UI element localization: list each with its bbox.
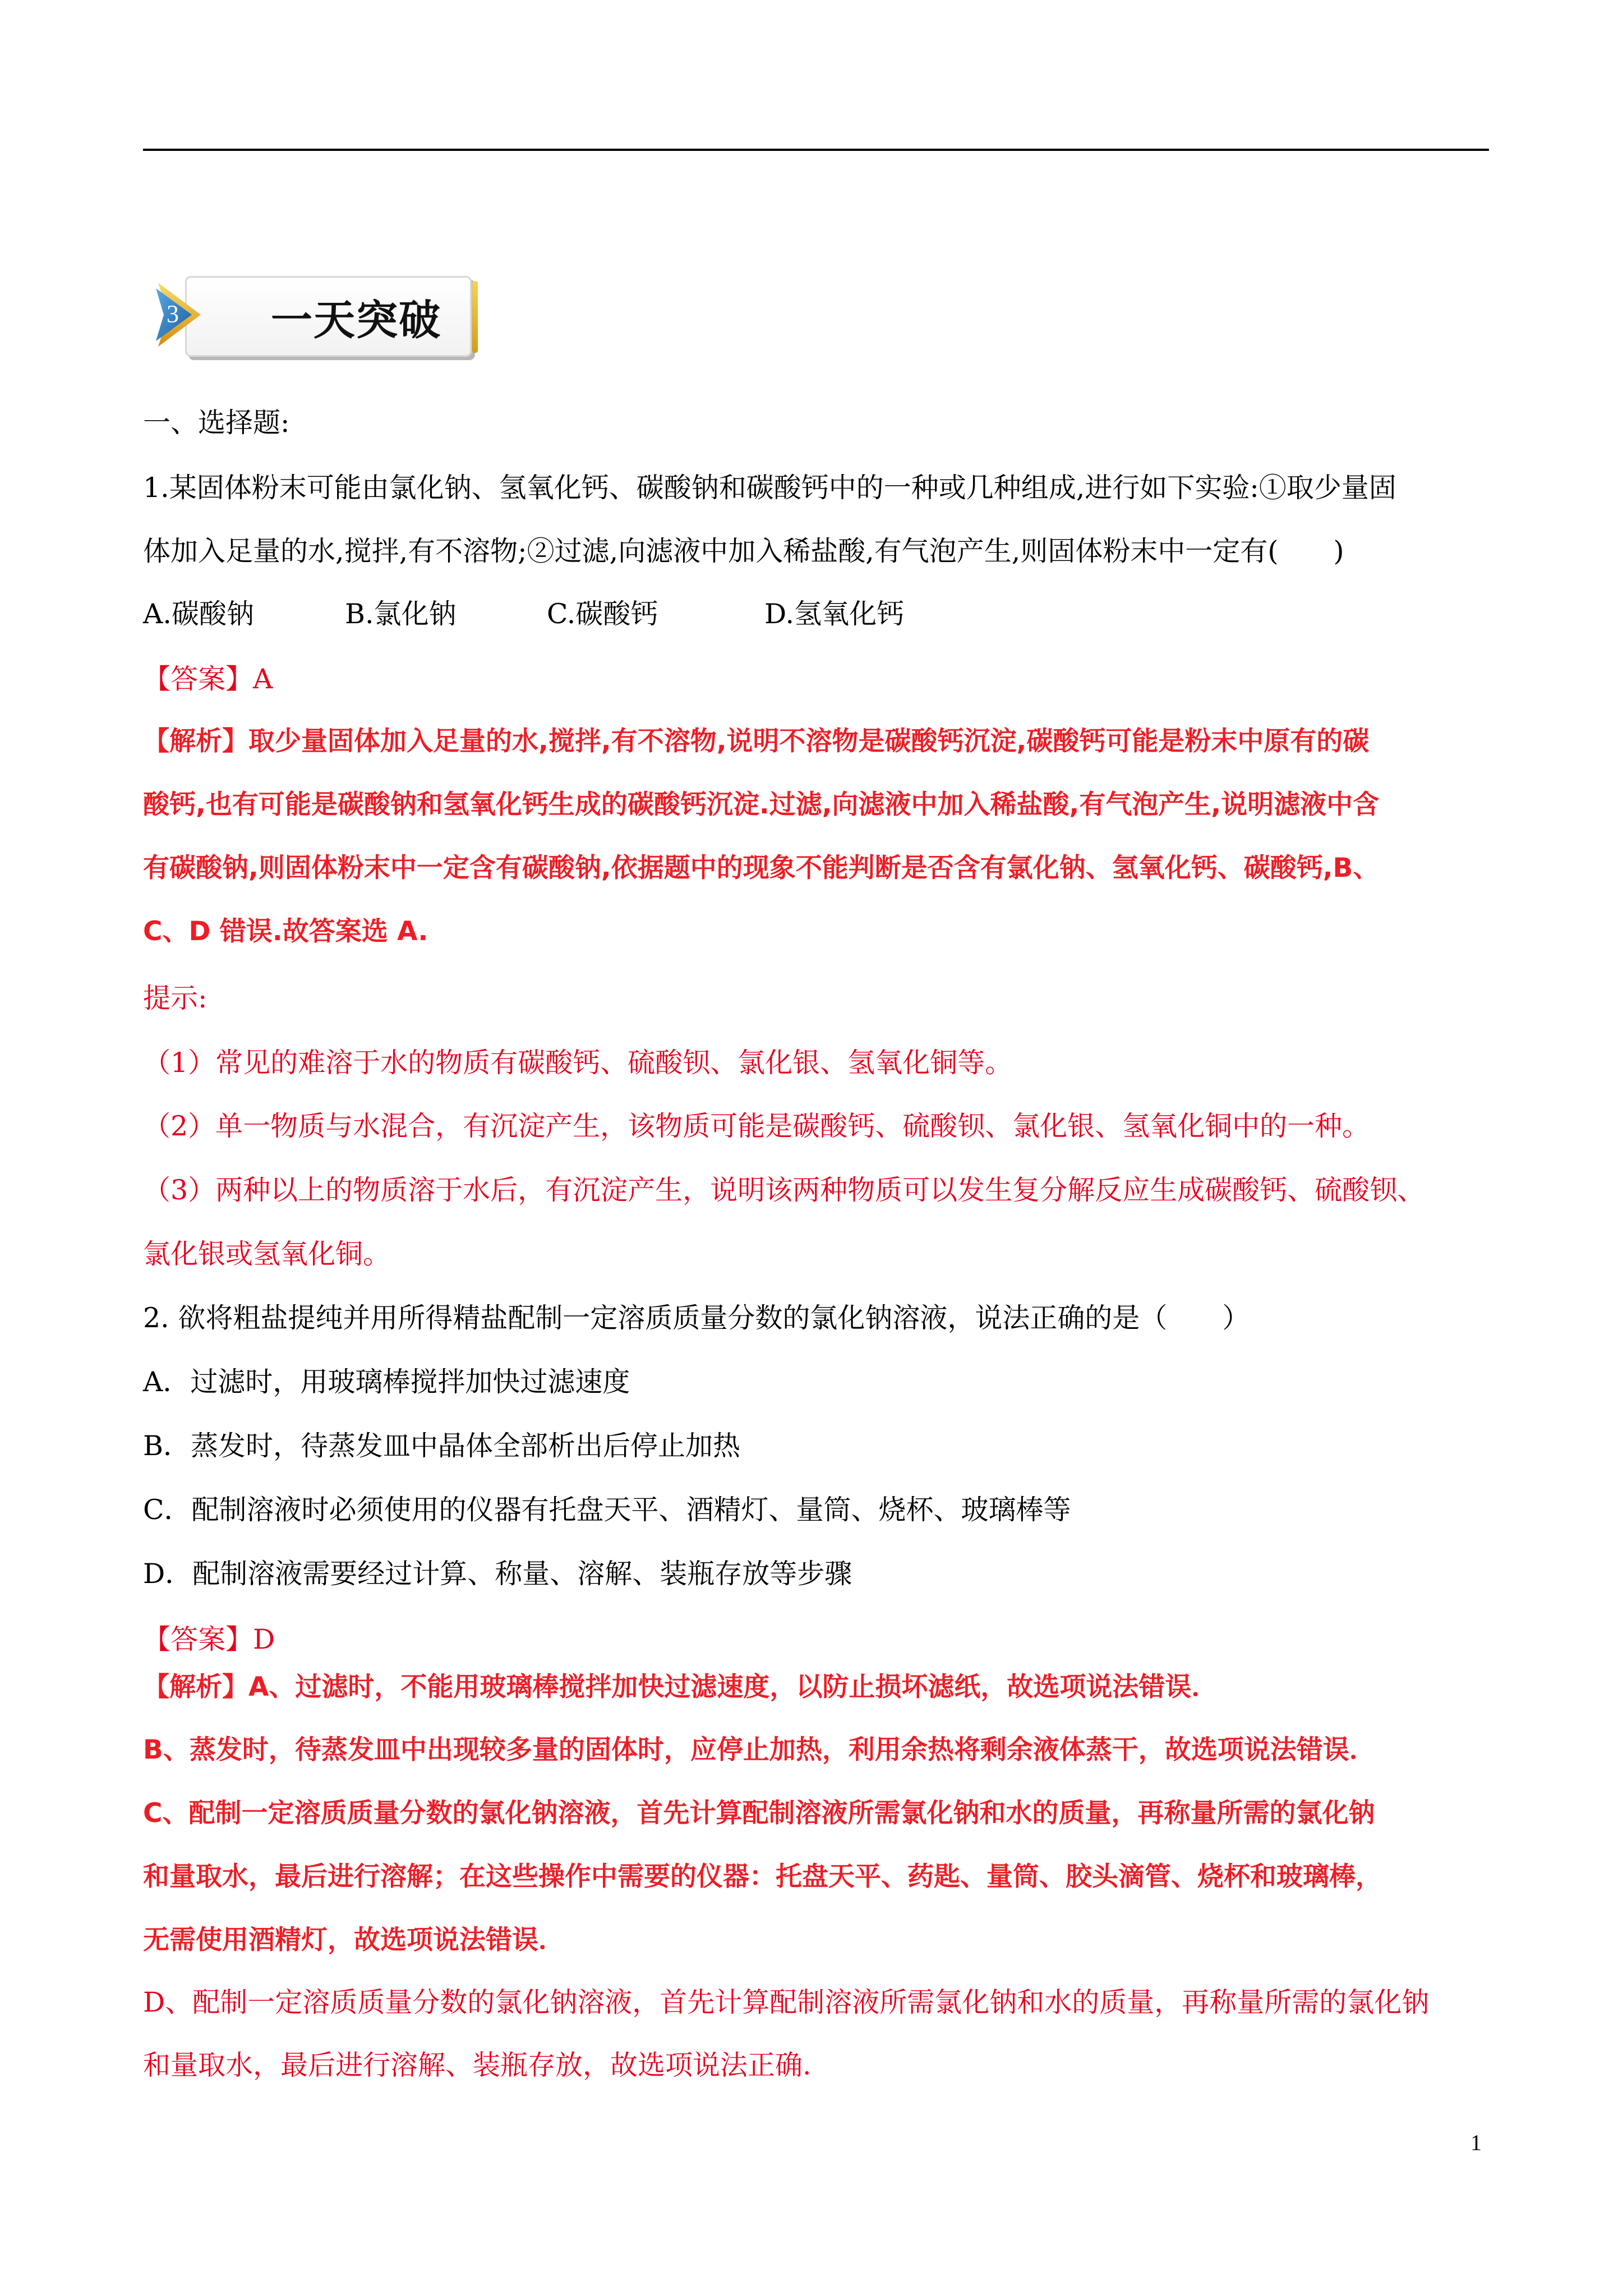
q2-analysis-line-1: 【解析】A、过滤时，不能用玻璃棒搅拌加快过滤速度，以防止损坏滤纸，故选项说法错误． bbox=[143, 1672, 1218, 1703]
q1-analysis-line-3: 有碳酸钠,则固体粉末中一定含有碳酸钠,依据题中的现象不能判断是否含有氯化钠、氢氧化钙、碳酸钙,B、 bbox=[143, 853, 1380, 884]
q2-analysis-line-5: 无需使用酒精灯，故选项说法错误． bbox=[143, 1925, 565, 1955]
q2-option-c: C．配制溶液时必须使用的仪器有托盘天平、酒精灯、量筒、烧杯、玻璃棒等 bbox=[143, 1494, 1071, 1526]
q2-answer: 【答案】D bbox=[143, 1623, 275, 1655]
q1-hint-title: 提示: bbox=[143, 982, 208, 1014]
q1-hint-3: （3）两种以上的物质溶于水后，有沉淀产生，说明该两种物质可以发生复分解反应生成碳酸钙、硫酸钡、 bbox=[143, 1174, 1425, 1206]
q2-analysis-line-6: D、配制一定溶质质量分数的氯化钠溶液，首先计算配制溶液所需氯化钠和水的质量，再称量所需的氯化钠 bbox=[143, 1986, 1430, 2018]
q1-analysis-line-1: 【解析】取少量固体加入足量的水,搅拌,有不溶物,说明不溶物是碳酸钙沉淀,碳酸钙可能是粉末中原有的碳 bbox=[143, 726, 1370, 757]
section-number: 3 bbox=[167, 300, 179, 328]
q1-analysis-line-4: C、D 错误.故答案选 A. bbox=[143, 916, 428, 947]
q2-analysis-line-7: 和量取水，最后进行溶解、装瓶存放，故选项说法正确. bbox=[143, 2049, 811, 2081]
q1-analysis-line-2: 酸钙,也有可能是碳酸钠和氢氧化钙生成的碳酸钙沉淀.过滤,向滤液中加入稀盐酸,有气泡产生,说明滤液中含 bbox=[143, 789, 1380, 820]
page-number: 1 bbox=[1470, 2130, 1482, 2155]
q2-analysis-line-2: B、蒸发时，待蒸发皿中出现较多量的固体时，应停止加热，利用余热将剩余液体蒸干，故选项说法错误． bbox=[143, 1734, 1376, 1765]
q2-stem: 2. 欲将粗盐提纯并用所得精盐配制一定溶质质量分数的氯化钠溶液，说法正确的是（ ） bbox=[143, 1302, 1250, 1334]
q2-option-d: D．配制溶液需要经过计算、称量、溶解、装瓶存放等步骤 bbox=[143, 1558, 852, 1590]
q1-option-a: A.碳酸钠 bbox=[143, 598, 254, 630]
q1-hint-2: （2）单一物质与水混合，有沉淀产生，该物质可能是碳酸钙、硫酸钡、氯化银、氢氧化铜中的一种。 bbox=[143, 1110, 1370, 1142]
q2-option-a: A．过滤时，用玻璃棒搅拌加快过滤速度 bbox=[143, 1366, 630, 1398]
q1-stem-line-2: 体加入足量的水,搅拌,有不溶物;②过滤,向滤液中加入稀盐酸,有气泡产生,则固体粉末中一定有( ) bbox=[143, 535, 1344, 567]
banner-box bbox=[185, 276, 472, 357]
q1-options bbox=[143, 597, 904, 631]
q2-option-b: B．蒸发时，待蒸发皿中晶体全部析出后停止加热 bbox=[143, 1430, 741, 1462]
header-rule bbox=[143, 149, 1489, 151]
section-title: 一天突破 bbox=[271, 296, 441, 344]
q1-option-c: C.碳酸钙 bbox=[547, 598, 658, 630]
q1-answer: 【答案】A bbox=[143, 663, 273, 695]
q2-analysis-line-3: C、配制一定溶质质量分数的氯化钠溶液，首先计算配制溶液所需氯化钠和水的质量，再称量所需的氯化钠 bbox=[143, 1798, 1375, 1829]
q1-hint-1: （1）常见的难溶于水的物质有碳酸钙、硫酸钡、氯化银、氢氧化铜等。 bbox=[143, 1047, 1013, 1079]
q1-option-b: B.氯化钠 bbox=[345, 598, 457, 630]
q1-hint-4: 氯化银或氢氧化铜。 bbox=[143, 1238, 391, 1270]
part-heading: 一、选择题: bbox=[143, 407, 290, 439]
q2-analysis-line-4: 和量取水，最后进行溶解；在这些操作中需要的仪器：托盘天平、药匙、量筒、胶头滴管、烧杯和玻璃棒， bbox=[143, 1861, 1382, 1892]
q1-stem-line-1: 1.某固体粉末可能由氯化钠、氢氧化钙、碳酸钠和碳酸钙中的一种或几种组成,进行如下实验:①取少量固 bbox=[143, 472, 1396, 504]
section-banner bbox=[151, 274, 477, 358]
q1-option-d: D.氢氧化钙 bbox=[764, 598, 905, 630]
